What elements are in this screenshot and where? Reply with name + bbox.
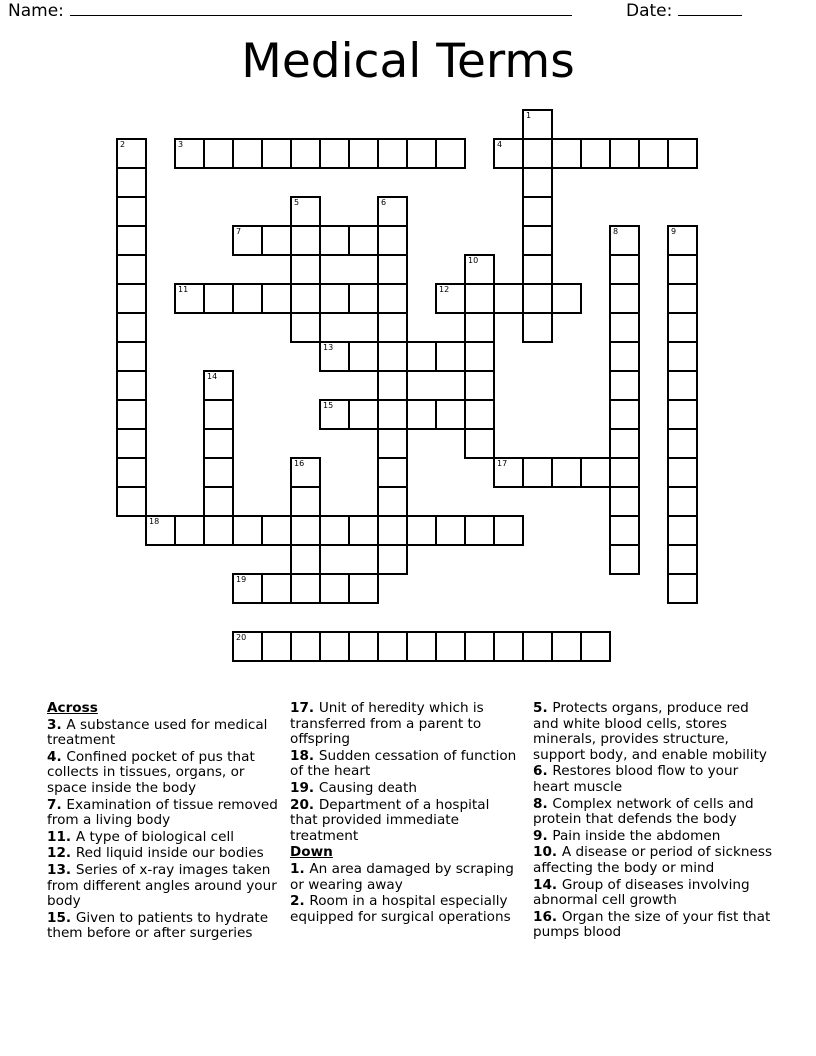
grid-cell[interactable] xyxy=(117,458,146,487)
grid-cell[interactable] xyxy=(378,458,407,487)
grid-cell[interactable] xyxy=(204,139,233,168)
grid-cell[interactable] xyxy=(204,400,233,429)
clue-number: 5 xyxy=(533,700,543,716)
grid-cell[interactable] xyxy=(494,632,523,661)
grid-cell[interactable] xyxy=(581,458,610,487)
grid-cell[interactable] xyxy=(291,255,320,284)
cell-number: 11 xyxy=(178,285,189,294)
clue-number: 14 xyxy=(533,876,552,893)
grid-cell[interactable] xyxy=(610,226,639,255)
grid-cell[interactable] xyxy=(610,255,639,284)
grid-cell[interactable] xyxy=(668,139,697,168)
cell-number: 18 xyxy=(149,517,160,526)
grid-cell[interactable] xyxy=(117,342,146,371)
grid-cell[interactable] xyxy=(204,516,233,545)
clue-number: 3 xyxy=(47,716,57,733)
grid-cell[interactable] xyxy=(465,284,494,313)
grid-cell[interactable] xyxy=(552,632,581,661)
clue-18: 18. Sudden cessation of function of the heart xyxy=(290,747,517,780)
cell-number: 15 xyxy=(323,401,334,410)
name-label: Name: xyxy=(8,1,64,21)
cell-number: 9 xyxy=(671,227,677,236)
clue-number: 10 xyxy=(533,844,552,861)
grid-cell[interactable] xyxy=(552,284,581,313)
grid-cell[interactable] xyxy=(668,313,697,342)
across-heading: Across xyxy=(47,700,98,716)
clue-text: A substance used for medical treatment xyxy=(47,716,268,749)
grid-cell[interactable] xyxy=(291,139,320,168)
grid-cell[interactable] xyxy=(668,487,697,516)
grid-cell[interactable] xyxy=(378,545,407,574)
cell-number: 20 xyxy=(236,633,247,642)
grid-cell[interactable] xyxy=(349,226,378,255)
grid-cell[interactable] xyxy=(349,139,378,168)
grid-cell[interactable] xyxy=(262,632,291,661)
grid-cell[interactable] xyxy=(436,516,465,545)
cell-number: 6 xyxy=(381,198,387,207)
clue-number: 8 xyxy=(533,795,543,812)
grid-cell[interactable] xyxy=(436,342,465,371)
clue-text: Pain inside the abdomen xyxy=(552,827,721,844)
grid-cell[interactable] xyxy=(581,139,610,168)
clues-column-1 xyxy=(47,701,283,943)
grid-cell[interactable] xyxy=(320,284,349,313)
grid-cell[interactable] xyxy=(117,487,146,516)
clue-number: 2 xyxy=(290,893,300,910)
grid-cell[interactable] xyxy=(494,516,523,545)
cell-number: 12 xyxy=(439,285,450,294)
grid-cell[interactable] xyxy=(117,255,146,284)
grid-cell[interactable] xyxy=(610,400,639,429)
grid-cell[interactable] xyxy=(233,139,262,168)
grid-cell[interactable] xyxy=(291,632,320,661)
grid-cell[interactable] xyxy=(175,139,204,168)
grid-cell[interactable] xyxy=(465,342,494,371)
clue-text: Sudden cessation of function of the heart xyxy=(290,747,517,780)
cell-number: 14 xyxy=(207,372,218,381)
clue-1: 1. An area damaged by scraping or wearing away xyxy=(290,860,514,893)
cell-number: 8 xyxy=(613,227,619,236)
grid-cell[interactable] xyxy=(117,139,146,168)
grid-cell[interactable] xyxy=(320,342,349,371)
grid-cell[interactable] xyxy=(117,284,146,313)
grid-cell[interactable] xyxy=(610,284,639,313)
clue-16: 16. Organ the size of your fist that pumps blood xyxy=(533,908,771,941)
grid-cell[interactable] xyxy=(668,284,697,313)
grid-cell[interactable] xyxy=(668,429,697,458)
cell-number: 3 xyxy=(178,140,184,149)
grid-cell[interactable] xyxy=(204,429,233,458)
grid-cell[interactable] xyxy=(668,371,697,400)
grid-cell[interactable] xyxy=(668,545,697,574)
grid-cell[interactable] xyxy=(117,168,146,197)
clue-number: 20 xyxy=(290,796,309,813)
grid-cell[interactable] xyxy=(378,371,407,400)
clue-19: 19. Causing death xyxy=(290,779,417,796)
grid-cell[interactable] xyxy=(378,487,407,516)
grid-cell[interactable] xyxy=(320,574,349,603)
grid-cell[interactable] xyxy=(378,342,407,371)
grid-cell[interactable] xyxy=(320,516,349,545)
clue-15: 15. Given to patients to hydrate them before or after surgeries xyxy=(47,909,269,942)
grid-cell[interactable] xyxy=(291,545,320,574)
grid-cell[interactable] xyxy=(291,197,320,226)
cell-number: 17 xyxy=(497,459,508,468)
grid-cell[interactable] xyxy=(523,110,552,139)
grid-cell[interactable] xyxy=(262,284,291,313)
grid-cell[interactable] xyxy=(378,400,407,429)
grid-cell[interactable] xyxy=(668,255,697,284)
grid-cell[interactable] xyxy=(378,197,407,226)
grid-cell[interactable] xyxy=(291,284,320,313)
clue-10: 10. A disease or period of sickness affecting the body or mind xyxy=(533,844,773,876)
cell-number: 4 xyxy=(497,140,503,149)
grid-cell[interactable] xyxy=(610,429,639,458)
grid-cell[interactable] xyxy=(117,400,146,429)
clue-14: 14. Group of diseases involving abnormal cell growth xyxy=(533,876,750,909)
name-line[interactable] xyxy=(70,1,572,16)
grid-cell[interactable] xyxy=(407,400,436,429)
grid-cell[interactable] xyxy=(233,284,262,313)
clue-number: 7 xyxy=(47,796,57,813)
date-label: Date: xyxy=(626,1,673,21)
clue-7: 7. Examination of tissue removed from a living body xyxy=(47,796,278,829)
grid-cell[interactable] xyxy=(262,574,291,603)
grid-cell[interactable] xyxy=(465,516,494,545)
grid-cell[interactable] xyxy=(378,226,407,255)
grid-cell[interactable] xyxy=(523,255,552,284)
grid-cell[interactable] xyxy=(552,139,581,168)
grid-cell[interactable] xyxy=(610,516,639,545)
grid-cell[interactable] xyxy=(349,516,378,545)
grid-cell[interactable] xyxy=(523,139,552,168)
clue-number: 17 xyxy=(290,700,309,716)
clue-number: 15 xyxy=(47,909,66,926)
grid-cell[interactable] xyxy=(378,429,407,458)
grid-cell[interactable] xyxy=(349,284,378,313)
clue-text: Restores blood flow to your heart muscle xyxy=(533,763,739,795)
grid-cell[interactable] xyxy=(610,458,639,487)
grid-cell[interactable] xyxy=(523,284,552,313)
grid-cell[interactable] xyxy=(291,574,320,603)
grid-cell[interactable] xyxy=(349,574,378,603)
clue-20: 20. Department of a hospital that provided immediate treatment xyxy=(290,796,490,844)
clue-text: Causing death xyxy=(318,779,417,796)
cell-number: 10 xyxy=(468,256,479,265)
grid-cell[interactable] xyxy=(523,197,552,226)
grid-cell[interactable] xyxy=(291,516,320,545)
grid-cell[interactable] xyxy=(204,284,233,313)
grid-cell[interactable] xyxy=(378,516,407,545)
clue-text: Red liquid inside our bodies xyxy=(75,845,264,862)
grid-cell[interactable] xyxy=(349,632,378,661)
cell-number: 13 xyxy=(323,343,334,352)
grid-cell[interactable] xyxy=(407,516,436,545)
grid-cell[interactable] xyxy=(465,371,494,400)
grid-cell[interactable] xyxy=(378,139,407,168)
grid-cell[interactable] xyxy=(320,226,349,255)
cell-number: 7 xyxy=(236,227,242,236)
clue-text: Department of a hospital that provided immediate treatment xyxy=(290,796,490,844)
grid-cell[interactable] xyxy=(610,371,639,400)
grid-cell[interactable] xyxy=(436,139,465,168)
clue-17: 17. Unit of heredity which is transferred from a parent to offspring xyxy=(290,700,484,748)
grid-cell[interactable] xyxy=(407,139,436,168)
grid-cell[interactable] xyxy=(117,371,146,400)
grid-cell[interactable] xyxy=(117,313,146,342)
clue-text: Confined pocket of pus that collects in tissues, organs, or space inside the body xyxy=(47,748,255,796)
grid-cell[interactable] xyxy=(233,632,262,661)
clue-number: 11 xyxy=(47,828,66,845)
grid-cell[interactable] xyxy=(494,139,523,168)
grid-cell[interactable] xyxy=(494,284,523,313)
grid-cell[interactable] xyxy=(262,226,291,255)
grid-cell[interactable] xyxy=(436,284,465,313)
clues-column-2 xyxy=(290,701,520,926)
grid-cell[interactable] xyxy=(436,400,465,429)
cell-number: 1 xyxy=(526,111,532,120)
cell-number: 16 xyxy=(294,459,305,468)
name-field[interactable] xyxy=(8,1,572,21)
grid-cell[interactable] xyxy=(117,197,146,226)
grid-cell[interactable] xyxy=(523,313,552,342)
grid-cell[interactable] xyxy=(291,226,320,255)
grid-cell[interactable] xyxy=(610,313,639,342)
grid-cell[interactable] xyxy=(117,226,146,255)
grid-cell[interactable] xyxy=(117,429,146,458)
grid-cell[interactable] xyxy=(233,226,262,255)
clue-6: 6. Restores blood flow to your heart muscle xyxy=(533,763,739,795)
clue-number: 13 xyxy=(47,861,66,878)
clue-13: 13. Series of x-ray images taken from different angles around your body xyxy=(47,861,277,910)
grid-cell[interactable] xyxy=(262,139,291,168)
grid-cell[interactable] xyxy=(523,226,552,255)
grid-cell[interactable] xyxy=(668,226,697,255)
grid-cell[interactable] xyxy=(610,342,639,371)
clue-number: 1 xyxy=(290,860,300,877)
grid-cell[interactable] xyxy=(523,632,552,661)
grid-cell[interactable] xyxy=(465,632,494,661)
grid-cell[interactable] xyxy=(465,255,494,284)
grid-cell[interactable] xyxy=(378,255,407,284)
clue-number: 16 xyxy=(533,908,552,925)
grid-cell[interactable] xyxy=(291,487,320,516)
grid-cell[interactable] xyxy=(407,342,436,371)
grid-cell[interactable] xyxy=(320,139,349,168)
clue-text: Unit of heredity which is transferred from a parent to offspring xyxy=(290,700,484,748)
clue-text: A disease or period of sickness affecting the body or mind xyxy=(533,844,773,876)
page-title: Medical Terms xyxy=(241,34,575,89)
clue-text: Given to patients to hydrate them before or after surgeries xyxy=(47,909,269,942)
down-heading: Down xyxy=(290,844,333,861)
grid-cell[interactable] xyxy=(610,487,639,516)
grid-cell[interactable] xyxy=(233,574,262,603)
grid-cell[interactable] xyxy=(494,458,523,487)
grid-cell[interactable] xyxy=(610,139,639,168)
grid-cell[interactable] xyxy=(552,458,581,487)
grid-cell[interactable] xyxy=(465,313,494,342)
grid-cell[interactable] xyxy=(378,313,407,342)
grid-cell[interactable] xyxy=(668,516,697,545)
cell-number: 2 xyxy=(120,140,126,149)
grid-cell[interactable] xyxy=(436,632,465,661)
clue-11: 11. A type of biological cell xyxy=(47,828,235,845)
clue-3: 3. A substance used for medical treatment xyxy=(47,716,268,749)
clue-number: 18 xyxy=(290,747,309,764)
clue-8: 8. Complex network of cells and protein that defends the body xyxy=(533,795,754,828)
clue-4: 4. Confined pocket of pus that collects in tissues, organs, or space inside the body xyxy=(47,748,255,796)
grid-cell[interactable] xyxy=(291,458,320,487)
grid-cell[interactable] xyxy=(465,429,494,458)
grid-cell[interactable] xyxy=(204,371,233,400)
grid-cell[interactable] xyxy=(262,516,291,545)
grid-cell[interactable] xyxy=(146,516,175,545)
cell-number: 19 xyxy=(236,575,247,584)
grid-cell[interactable] xyxy=(668,342,697,371)
clue-text: An area damaged by scraping or wearing away xyxy=(290,860,514,893)
cell-number: 5 xyxy=(294,198,300,207)
date-line[interactable] xyxy=(678,1,742,16)
grid-cell[interactable] xyxy=(407,632,436,661)
date-field[interactable] xyxy=(626,1,742,21)
grid-cell[interactable] xyxy=(581,632,610,661)
clue-text: Complex network of cells and protein that defends the body xyxy=(533,795,754,828)
grid-cell[interactable] xyxy=(175,284,204,313)
grid-cell[interactable] xyxy=(610,545,639,574)
clue-text: A type of biological cell xyxy=(75,828,235,845)
grid-cell[interactable] xyxy=(668,574,697,603)
clues-column-3 xyxy=(533,701,773,942)
grid-cell[interactable] xyxy=(523,168,552,197)
clue-number: 6 xyxy=(533,763,543,780)
grid-cell[interactable] xyxy=(668,458,697,487)
clue-9: 9. Pain inside the abdomen xyxy=(533,827,721,844)
grid-cell[interactable] xyxy=(378,284,407,313)
clue-text: Series of x-ray images taken from different angles around your body xyxy=(47,861,277,910)
grid-cell[interactable] xyxy=(523,458,552,487)
clue-text: Organ the size of your fist that pumps blood xyxy=(533,908,771,941)
clue-number: 4 xyxy=(47,748,57,765)
grid-cell[interactable] xyxy=(349,400,378,429)
grid-cell[interactable] xyxy=(204,487,233,516)
grid-cell[interactable] xyxy=(320,632,349,661)
grid-cell[interactable] xyxy=(378,632,407,661)
clue-text: Room in a hospital especially equipped for surgical operations xyxy=(290,893,511,925)
clue-number: 12 xyxy=(47,845,66,862)
grid-cell[interactable] xyxy=(204,458,233,487)
grid-cell[interactable] xyxy=(668,400,697,429)
grid-cell[interactable] xyxy=(175,516,204,545)
grid-cell[interactable] xyxy=(465,400,494,429)
clue-text: Examination of tissue removed from a living body xyxy=(47,796,278,829)
grid-cell[interactable] xyxy=(291,313,320,342)
clue-5: 5. Protects organs, produce red and white blood cells, stores minerals, provides structure, support body, and enable mobility xyxy=(533,700,767,763)
clue-number: 9 xyxy=(533,827,543,844)
clue-number: 19 xyxy=(290,779,309,796)
grid-cell[interactable] xyxy=(233,516,262,545)
grid-cell[interactable] xyxy=(349,342,378,371)
grid-cell[interactable] xyxy=(320,400,349,429)
clue-text: Group of diseases involving abnormal cell growth xyxy=(533,876,750,909)
clue-2: 2. Room in a hospital especially equipped for surgical operations xyxy=(290,893,511,925)
clue-text: Protects organs, produce red and white blood cells, stores minerals, provides structure, support body, and enable mobility xyxy=(533,700,767,763)
grid-cell[interactable] xyxy=(639,139,668,168)
clue-12: 12. Red liquid inside our bodies xyxy=(47,845,264,862)
